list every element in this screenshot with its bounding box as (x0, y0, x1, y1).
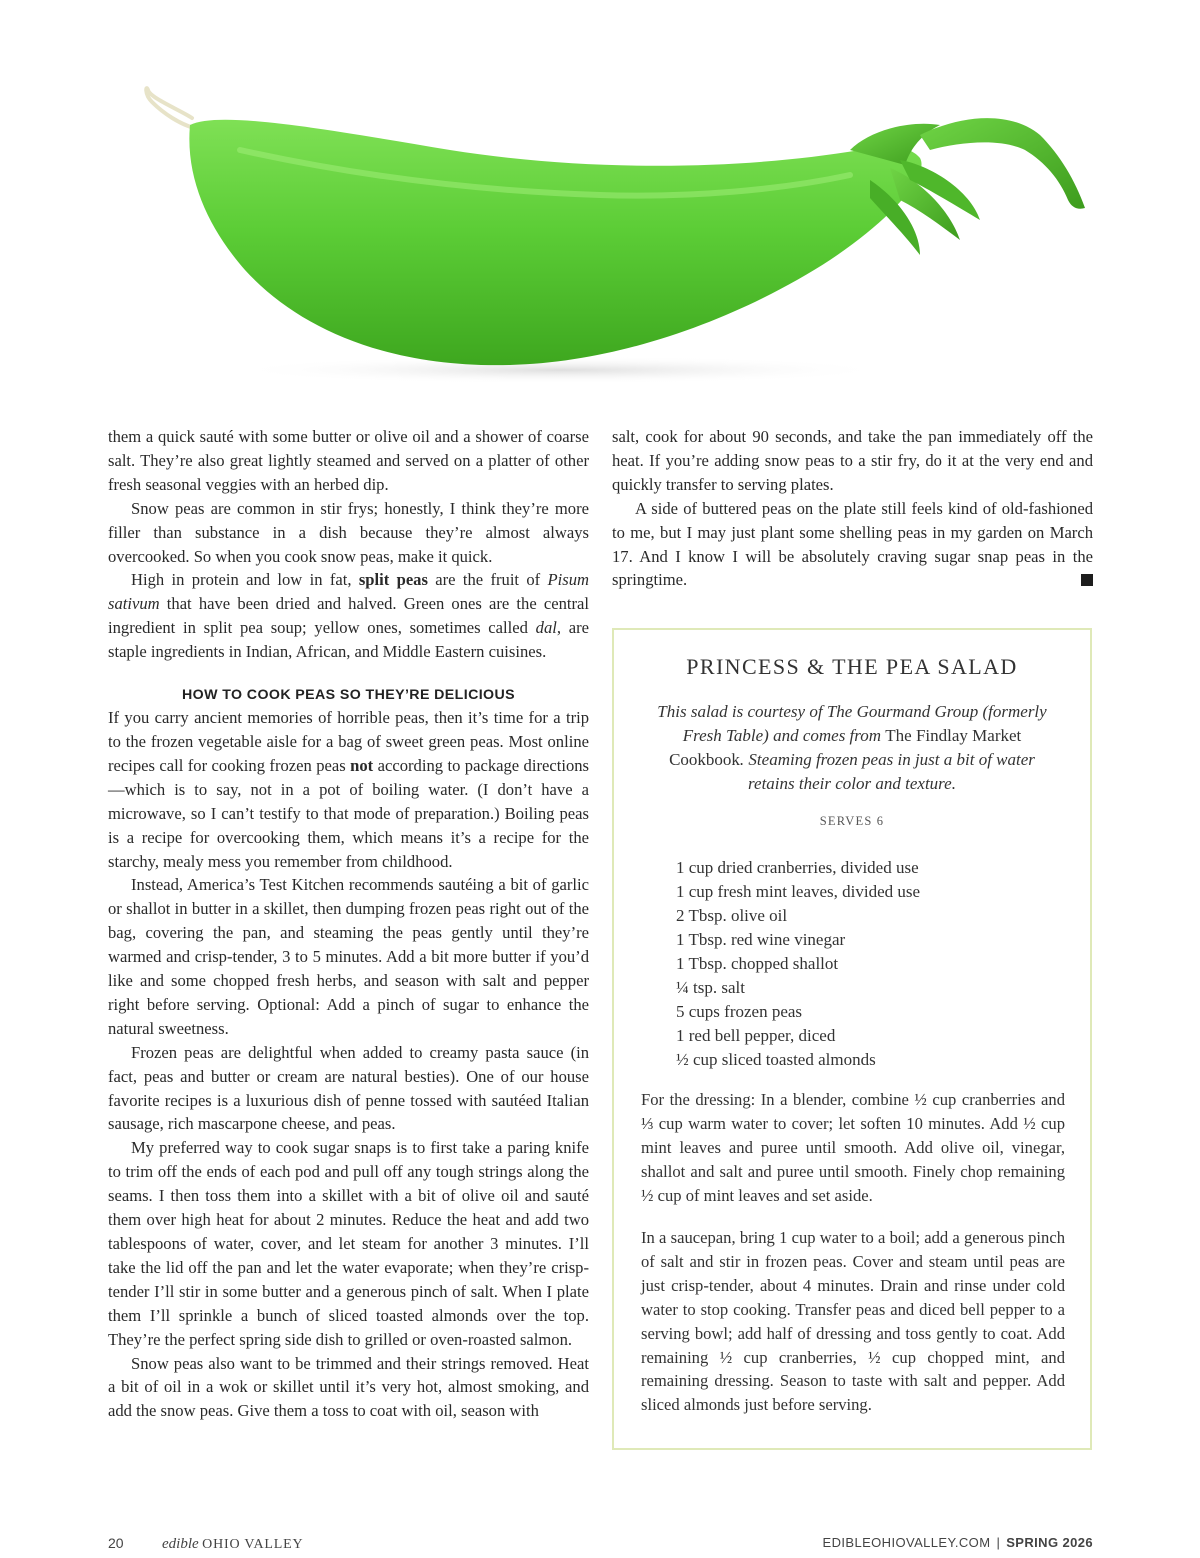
text-run: , are staple ingredients in Indian, African, and Middle Eastern cuisines. (108, 618, 589, 662)
end-of-article-mark (1081, 574, 1093, 586)
book-title: The Findlay Market Cookbook (669, 726, 1022, 769)
section-subhead: HOW TO COOK PEAS SO THEY’RE DELICIOUS (182, 687, 515, 704)
issue-label: SPRING 2026 (1006, 1535, 1093, 1550)
article-paragraph: them a quick sauté with some butter or olive oil and a shower of coarse salt. They’re also great lightly steamed and served on a platter of other fresh seasonal veggies with an herbed dip. (108, 427, 589, 494)
ingredient-list (676, 856, 920, 1072)
recipe-intro (654, 700, 1050, 796)
text-run: . Steaming frozen peas in just a bit of water retains their color and texture. (739, 750, 1035, 793)
ingredient-item: 1 Tbsp. chopped shallot (676, 954, 839, 973)
article-paragraph: Frozen peas are delightful when added to creamy pasta sauce (in fact, peas and butter or cream are natural besties). One of our house favorite recipes is a luxurious dish of penne tossed with sautéed Italian sausage, rich mascarpone cheese, and peas. (108, 1042, 589, 1134)
recipe-direction: For the dressing: In a blender, combine ½ cup cranberries and ⅓ cup warm water to cover; let soften 10 minutes. Add ½ cup mint leaves and puree until smooth. Add olive oil, vinegar, shallot and salt and puree until smooth. Finely chop remaining ½ cup of mint leaves and set aside. (641, 1090, 1065, 1205)
ingredient-item: 1 Tbsp. red wine vinegar (676, 930, 846, 949)
text-run: are the fruit of (427, 570, 548, 590)
article-right-column (612, 425, 1093, 592)
ingredient-item: ½ cup sliced toasted almonds (676, 1050, 876, 1069)
article-left-column (108, 425, 589, 1423)
bold-term: not (350, 755, 374, 775)
ingredient-item: 2 Tbsp. olive oil (676, 906, 788, 925)
article-paragraph (612, 497, 1093, 593)
ingredient-item: 5 cups frozen peas (676, 1002, 803, 1021)
website-url: EDIBLEOHIOVALLEY.COM (822, 1535, 991, 1550)
article-paragraph: Instead, America’s Test Kitchen recommends sautéing a bit of garlic or shallot in butter in a skillet, then dumping frozen peas right out of the bag, covering the pan, and steaming the peas gently until they’re warmed and crisp-tender, 3 to 5 minutes. Add a bit more butter if you’d like and some chopped fresh herbs, and season with salt and pepper right before serving. Optional: Add a pinch of sugar to enhance the natural sweetness. (108, 875, 589, 1038)
ingredient-item: 1 cup fresh mint leaves, divided use (676, 882, 921, 901)
text-run: A side of buttered peas on the plate still feels kind of old-fashioned to me, but I may just plant some shelling peas in my garden on March 17. And I know I will be absolutely craving sugar snap peas in the springtime. (612, 498, 1093, 590)
page-number: 20 (108, 1535, 124, 1551)
article-paragraph: salt, cook for about 90 seconds, and take the pan immediately off the heat. If you’re adding snow peas to a stir fry, do it at the very end and quickly transfer to serving plates. (612, 427, 1093, 494)
article-paragraph: My preferred way to cook sugar snaps is to first take a paring knife to trim off the ends of each pod and pull off any tough strings along the seams. I then toss them into a skillet with a bit of olive oil and sauté them over high heat for about 2 minutes. Reduce the heat and add two tablespoons of water, cover, and let steam for another 3 minutes. I’ll take the lid off the pan and let the water evaporate; when they’re crisp-tender I’ll stir in some butter and a generous pinch of salt. When I plate them I’ll sprinkle a bunch of sliced toasted almonds over the top. They’re the perfect spring side dish to grilled or oven-roasted salmon. (108, 1138, 589, 1349)
text-run: This salad is courtesy of The Gourmand Group (formerly Fresh Table) and comes from (657, 702, 1047, 745)
italic-term: dal (535, 618, 557, 638)
article-paragraph (108, 706, 589, 873)
text-run: If you carry ancient memories of horrible peas, then it’s time for a trip to the frozen vegetable aisle for a bag of sweet green peas. Most online recipes call for cooking frozen peas (108, 708, 589, 775)
recipe-box (612, 628, 1092, 1450)
article-paragraph: Snow peas also want to be trimmed and their strings removed. Heat a bit of oil in a wok or skillet until it’s very hot, almost smoking, and add the snow peas. Give them a toss to coat with oil, season with (108, 1353, 589, 1421)
recipe-title: PRINCESS & THE PEA SALAD (686, 654, 1018, 679)
text-run: according to package directions—which is to say, not in a pot of boiling water. (I don’t have a microwave, so I can’t testify to that mode of preparation.) Boiling peas is a recipe for overcooking them, which means it’s a recipe for the starchy, mealy mess you remember from childhood. (108, 755, 589, 871)
text-run: that have been dried and halved. Green ones are the central ingredient in split pea soup; yellow ones, sometimes called (108, 594, 589, 638)
publication-name: OHIO VALLEY (202, 1537, 304, 1552)
ingredient-item: ¼ tsp. salt (676, 978, 745, 997)
article-paragraph (108, 568, 589, 664)
ingredient-item: 1 red bell pepper, diced (676, 1026, 836, 1045)
footer-separator: | (996, 1535, 1001, 1550)
recipe-direction: In a saucepan, bring 1 cup water to a boil; add a generous pinch of salt and stir in frozen peas. Cover and steam until peas are just crisp-tender, about 4 minutes. Drain and rinse under cold water to stop cooking. Transfer peas and diced bell pepper to a serving bowl; add half of dressing and toss gently to coat. Add remaining ½ cup cranberries, ½ cup chopped mint, and remaining dressing. Season to taste with salt and pepper. Add sliced almonds just before serving. (641, 1228, 1065, 1415)
footer-left (108, 1535, 303, 1553)
text-run: High in protein and low in fat, (131, 570, 359, 590)
ingredient-item: 1 cup dried cranberries, divided use (676, 858, 919, 877)
italic-term: Pisum sativum (108, 570, 590, 614)
article-paragraph: Snow peas are common in stir frys; honestly, I think they’re more filler than substance in a dish because they’re almost always overcooked. So when you cook snow peas, make it quick. (108, 498, 589, 566)
recipe-serves: SERVES 6 (819, 814, 885, 828)
publication-name-italic: edible (162, 1536, 199, 1552)
snow-pea-image (130, 80, 1090, 410)
footer-right (823, 1535, 1093, 1550)
bold-term: split peas (358, 570, 428, 590)
